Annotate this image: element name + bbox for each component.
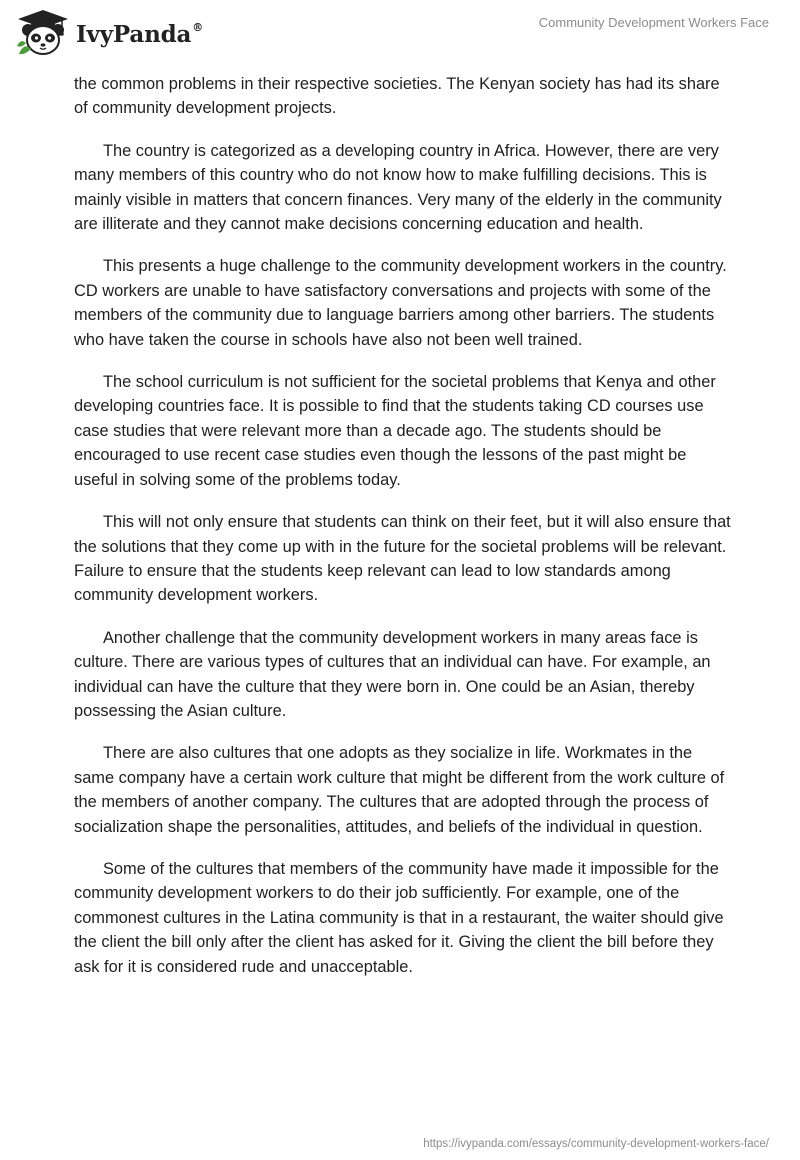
paragraph: There are also cultures that one adopts as they socialize in life. Workmates in the same company have a certain work culture that might be different from the work culture of the members of another company. The cultures that are adopted through the process of socialization shape the personalities, attitudes, and beliefs of the individual in question. <box>74 744 725 836</box>
paragraph: Some of the cultures that members of the community have made it impossible for the community development workers to do their job sufficiently. For example, one of the commonest cultures in the Latina community is that in a restaurant, the waiter should give the client the bill only after the client has asked for it. Giving the client the bill before they ask for it is considered rude and unacceptable. <box>74 859 724 976</box>
paragraph: The school curriculum is not sufficient for the societal problems that Kenya and other developing countries face. It is possible to find that the students taking CD courses use case studies that were relevant more than a decade ago. The students should be encouraged to use recent case studies even though the lessons of the past might be useful in solving some of the problems today. <box>74 373 716 489</box>
paragraph: This will not only ensure that students can think on their feet, but it will also ensure that the solutions that they come up with in the future for the societal problems will be relevant. Failure to ensure that the students keep relevant can lead to low standards among community development workers. <box>74 513 731 605</box>
paragraph: The country is categorized as a developing country in Africa. However, there are very many members of this country who do not know how to make fulfilling decisions. This is mainly visible in matters that concern finances. Very many of the elderly in the community are illiterate and they cannot make decisions concerning education and health. <box>74 141 722 234</box>
brand-name: IvyPanda® <box>76 20 203 48</box>
source-url[interactable]: https://ivypanda.com/essays/community-development-workers-face/ <box>423 1138 769 1150</box>
panda-graduate-icon <box>16 8 70 58</box>
document-title: Community Development Workers Face <box>538 15 769 30</box>
paragraph: the common problems in their respective societies. The Kenyan society has had its share of community development projects. <box>74 75 720 118</box>
registered-mark: ® <box>192 20 203 34</box>
paragraph: This presents a huge challenge to the community development workers in the country. CD workers are unable to have satisfactory conversations and projects with some of the members of the community due to language barriers among other barriers. The students who have taken the course in schools have also not been well trained. <box>74 257 727 349</box>
logo[interactable] <box>16 8 203 58</box>
paragraph: Another challenge that the community development workers in many areas face is culture. There are various types of cultures that an individual can have. For example, an individual can have the culture that they were born in. One could be an Asian, thereby possessing the Asian culture. <box>74 628 711 720</box>
essay-body <box>74 72 734 997</box>
page-header <box>0 0 800 70</box>
